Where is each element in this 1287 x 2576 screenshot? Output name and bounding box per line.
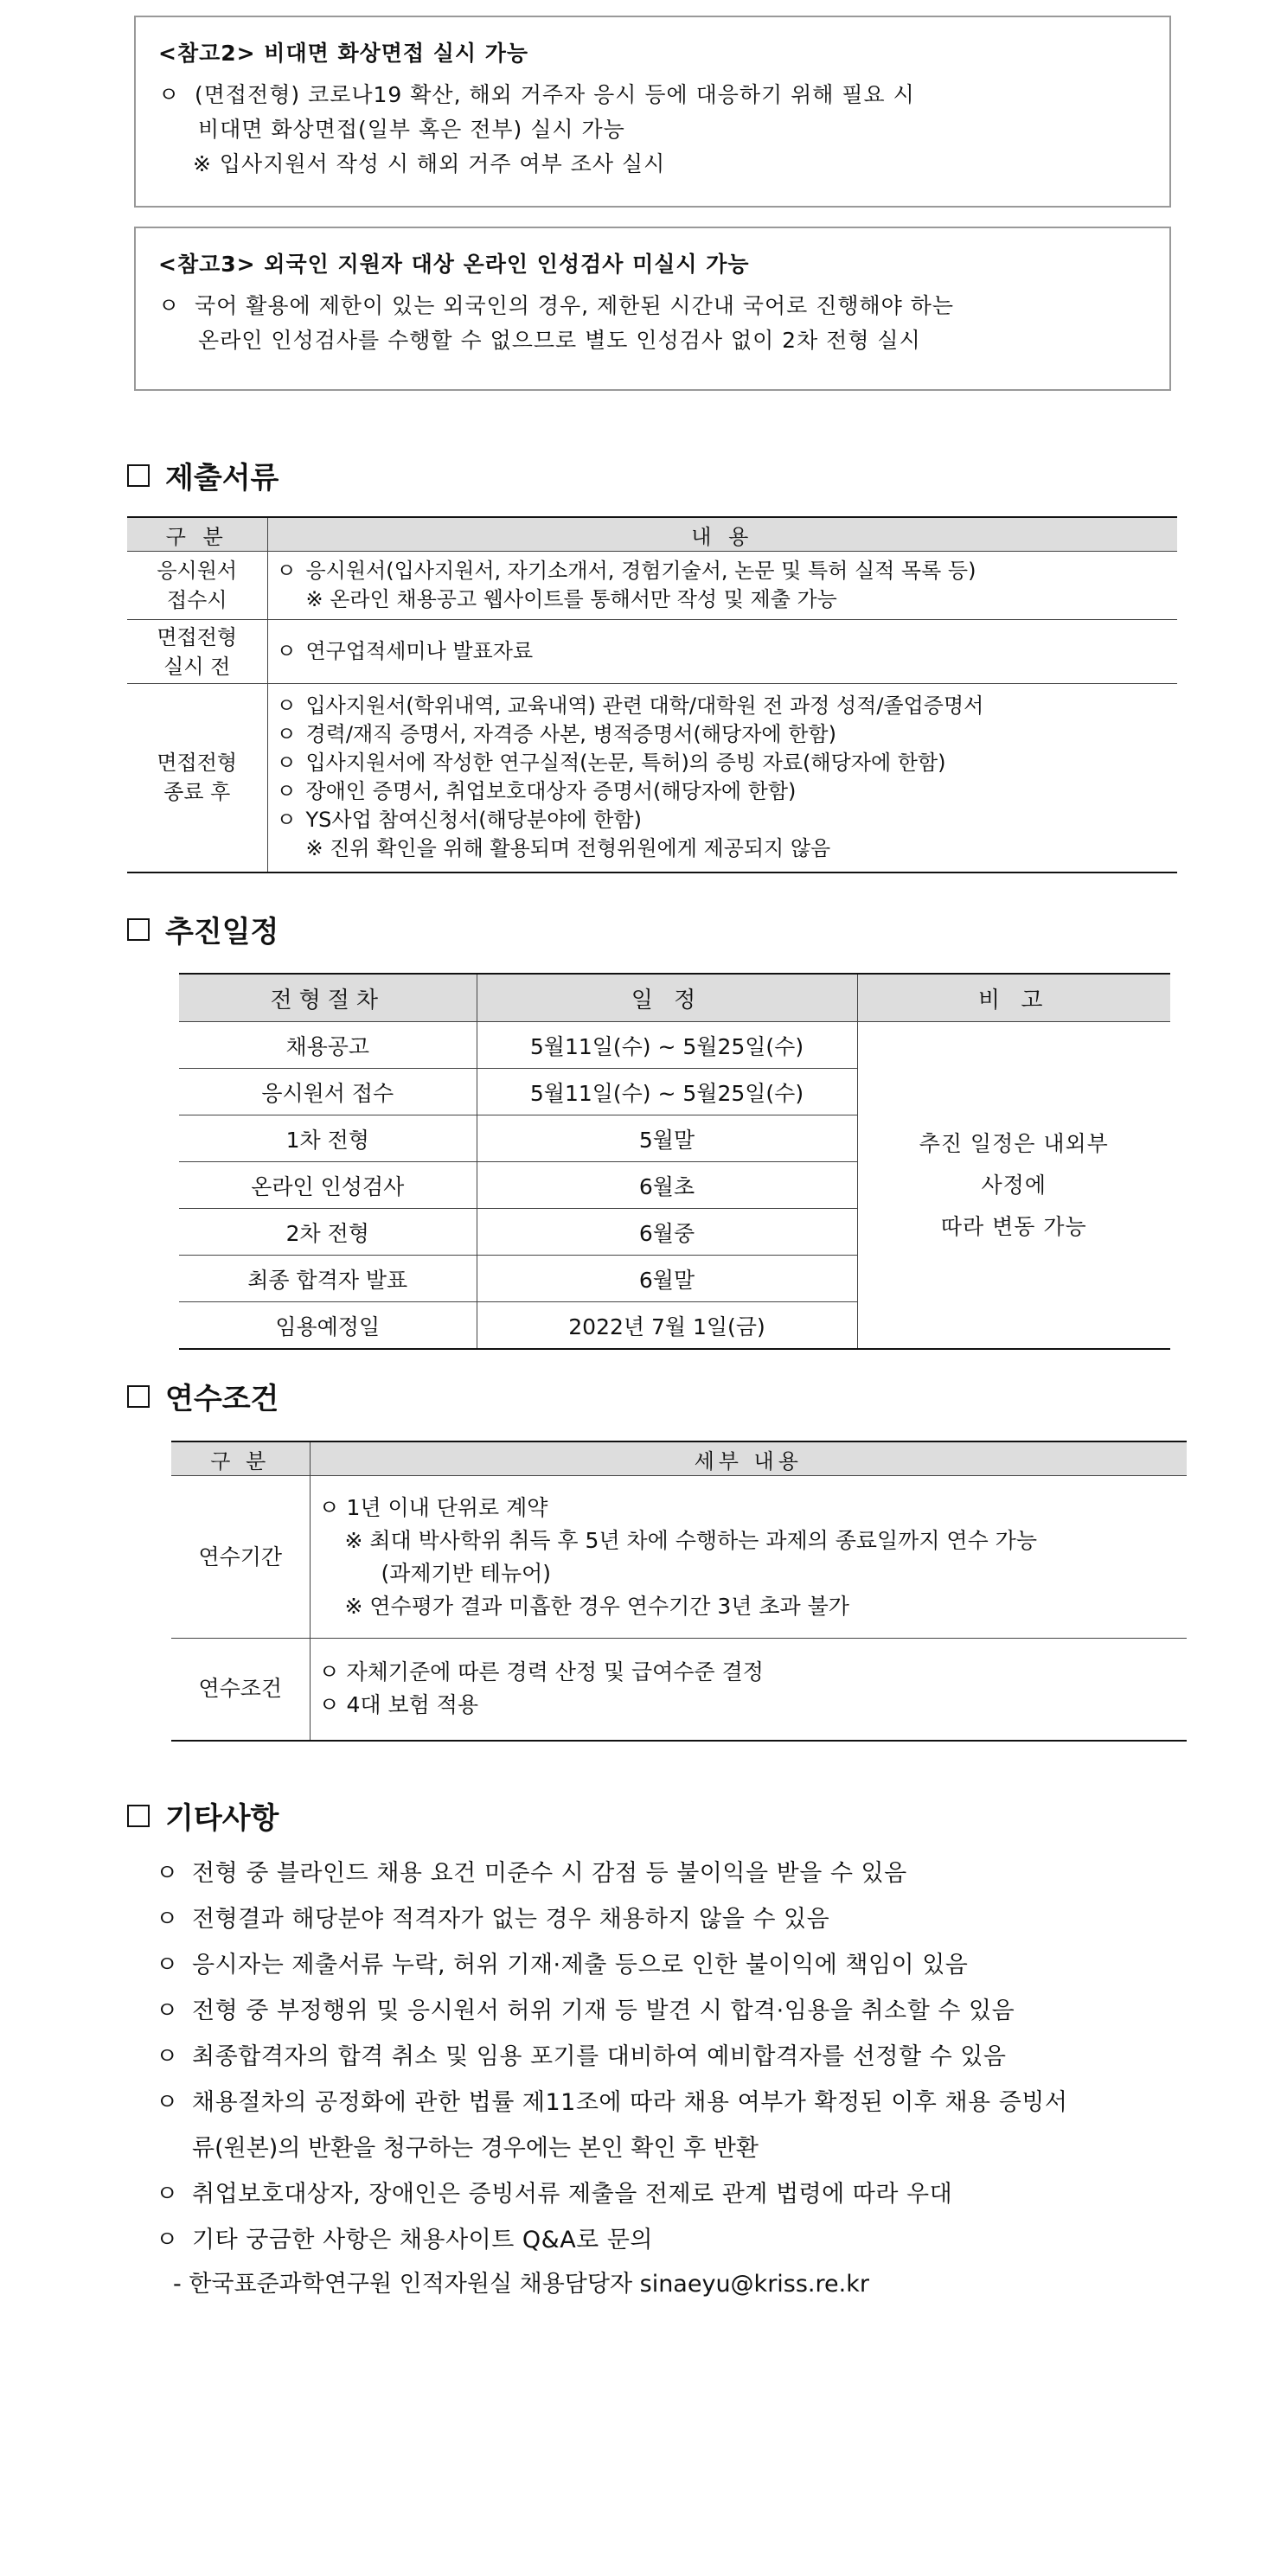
documents-table xyxy=(127,516,1177,873)
note-box-foreign-applicants xyxy=(134,227,1171,391)
category-cell: 면접전형 종료 후 xyxy=(127,684,267,873)
remark-cell: 추진 일정은 내외부 사정에 따라 변동 가능 xyxy=(857,1022,1170,1350)
list-item: ㅇ 장애인 증명서, 취업보호대상자 증명서(해당자에 한함) xyxy=(276,779,797,804)
table-row xyxy=(171,1476,1187,1639)
table-row xyxy=(171,1639,1187,1741)
bullet-icon: ㅇ xyxy=(158,82,181,107)
note-title: <참고3> 외국인 지원자 대상 온라인 인성검사 미실시 가능 xyxy=(158,252,750,277)
date-cell: 5월11일(수) ~ 5월25일(수) xyxy=(477,1069,857,1115)
table-row xyxy=(127,552,1177,620)
checkbox-icon xyxy=(127,1385,150,1408)
step-cell: 2차 전형 xyxy=(179,1209,477,1256)
table-row xyxy=(179,1022,1170,1069)
category-cell: 응시원서 접수시 xyxy=(127,552,267,620)
step-cell: 온라인 인성검사 xyxy=(179,1162,477,1209)
date-cell: 5월말 xyxy=(477,1115,857,1162)
list-item: ㅇ 응시원서(입사지원서, 자기소개서, 경험기술서, 논문 및 특허 실적 목록 등) xyxy=(276,559,976,583)
category-cell: 면접전형 실시 전 xyxy=(127,620,267,684)
schedule-table xyxy=(179,973,1170,1350)
training-table xyxy=(171,1441,1187,1742)
note-line: ㅇ 국어 활용에 제한이 있는 외국인의 경우, 제한된 시간내 국어로 진행해야 하는 xyxy=(158,289,1143,323)
column-header: 세부 내용 xyxy=(310,1441,1187,1476)
column-header: 구 분 xyxy=(171,1441,310,1476)
note-line: 온라인 인성검사를 수행할 수 없으므로 별도 인성검사 없이 2차 전형 실시 xyxy=(198,328,921,353)
list-item: ㅇ 입사지원서(학위내역, 교육내역) 관련 대학/대학원 전 과정 성적/졸업증명서 xyxy=(276,694,984,719)
misc-list xyxy=(156,1851,1194,2306)
list-item: ㅇ 전형결과 해당분야 적격자가 없는 경우 채용하지 않을 수 있음 xyxy=(156,1906,830,1933)
note-line: ※ 입사지원서 작성 시 해외 거주 여부 조사 실시 xyxy=(193,151,666,176)
table-header-row xyxy=(171,1441,1187,1476)
step-cell: 응시원서 접수 xyxy=(179,1069,477,1115)
content-cell xyxy=(267,620,1177,684)
date-cell: 5월11일(수) ~ 5월25일(수) xyxy=(477,1022,857,1069)
note-line: 비대면 화상면접(일부 혹은 전부) 실시 가능 xyxy=(198,117,625,142)
list-item: ㅇ 취업보호대상자, 장애인은 증빙서류 제출을 전제로 관계 법령에 따라 우대 xyxy=(156,2181,953,2208)
table-header-row xyxy=(127,517,1177,552)
list-note: (과제기반 테뉴어) xyxy=(381,1560,552,1586)
date-cell: 6월초 xyxy=(477,1162,857,1209)
section-header-documents: 제출서류 xyxy=(127,454,279,496)
list-item: ㅇ 전형 중 부정행위 및 응시원서 허위 기재 등 발견 시 합격·임용을 취소할 수 있음 xyxy=(156,1998,1015,2024)
column-header: 일 정 xyxy=(477,974,857,1022)
list-note: ※ 최대 박사학위 취득 후 5년 차에 수행하는 과제의 종료일까지 연수 가능 xyxy=(344,1527,1037,1553)
date-cell: 6월말 xyxy=(477,1256,857,1302)
content-cell xyxy=(267,684,1177,873)
list-item: ㅇ 연구업적세미나 발표자료 xyxy=(276,639,534,663)
note-box-video-interview xyxy=(134,16,1171,208)
date-cell: 6월중 xyxy=(477,1209,857,1256)
date-cell: 2022년 7월 1일(금) xyxy=(477,1302,857,1350)
list-note: ※ 연수평가 결과 미흡한 경우 연수기간 3년 초과 불가 xyxy=(344,1593,849,1619)
step-cell: 최종 합격자 발표 xyxy=(179,1256,477,1302)
step-cell: 임용예정일 xyxy=(179,1302,477,1350)
content-cell xyxy=(310,1639,1187,1741)
table-row xyxy=(127,684,1177,873)
contact-info: - 한국표준과학연구원 인적자원실 채용담당자 sinaeyu@kriss.re.kr xyxy=(173,2271,869,2298)
checkbox-icon xyxy=(127,464,150,487)
table-header-row xyxy=(179,974,1170,1022)
checkbox-icon xyxy=(127,1805,150,1827)
list-item: ㅇ 응시자는 제출서류 누락, 허위 기재·제출 등으로 인한 불이익에 책임이 있음 xyxy=(156,1952,969,1978)
list-item: ㅇ 채용절차의 공정화에 관한 법률 제11조에 따라 채용 여부가 확정된 이후 채용 증빙서 xyxy=(156,2089,1068,2116)
section-header-misc: 기타사항 xyxy=(127,1794,279,1837)
category-cell: 연수조건 xyxy=(171,1639,310,1741)
section-header-training: 연수조건 xyxy=(127,1375,279,1417)
column-header: 구 분 xyxy=(127,517,267,552)
list-item: ㅇ 입사지원서에 작성한 연구실적(논문, 특허)의 증빙 자료(해당자에 한함) xyxy=(276,751,946,776)
category-cell: 연수기간 xyxy=(171,1476,310,1639)
content-cell xyxy=(267,552,1177,620)
step-cell: 1차 전형 xyxy=(179,1115,477,1162)
list-item-continuation: 류(원본)의 반환을 청구하는 경우에는 본인 확인 후 반환 xyxy=(192,2135,759,2162)
list-item: ㅇ 기타 궁금한 사항은 채용사이트 Q&A로 문의 xyxy=(156,2227,654,2253)
list-item: ㅇ YS사업 참여신청서(해당분야에 한함) xyxy=(276,808,642,833)
list-item: ㅇ 4대 보험 적용 xyxy=(318,1692,479,1718)
list-item: ㅇ 경력/재직 증명서, 자격증 사본, 병적증명서(해당자에 한함) xyxy=(276,722,836,747)
column-header: 내 용 xyxy=(267,517,1177,552)
checkbox-icon xyxy=(127,918,150,941)
table-row xyxy=(127,620,1177,684)
note-title: <참고2> 비대면 화상면접 실시 가능 xyxy=(158,41,529,66)
bullet-icon: ㅇ xyxy=(158,293,181,318)
column-header: 비 고 xyxy=(857,974,1170,1022)
list-note: ※ 진위 확인을 위해 활용되며 전형위원에게 제공되지 않음 xyxy=(305,836,831,861)
list-item: ㅇ 자체기준에 따른 경력 산정 및 급여수준 결정 xyxy=(318,1659,764,1685)
list-item: ㅇ 전형 중 블라인드 채용 요건 미준수 시 감점 등 불이익을 받을 수 있음 xyxy=(156,1860,907,1887)
step-cell: 채용공고 xyxy=(179,1022,477,1069)
list-item: ㅇ 1년 이내 단위로 계약 xyxy=(318,1494,548,1520)
section-header-schedule: 추진일정 xyxy=(127,908,279,950)
note-line: ㅇ (면접전형) 코로나19 확산, 해외 거주자 응시 등에 대응하기 위해 필요 시 xyxy=(158,78,1143,112)
list-item: ㅇ 최종합격자의 합격 취소 및 임용 포기를 대비하여 예비합격자를 선정할 수 있음 xyxy=(156,2043,1007,2070)
column-header: 전형절차 xyxy=(179,974,477,1022)
list-note: ※ 온라인 채용공고 웹사이트를 통해서만 작성 및 제출 가능 xyxy=(305,587,837,611)
content-cell xyxy=(310,1476,1187,1639)
